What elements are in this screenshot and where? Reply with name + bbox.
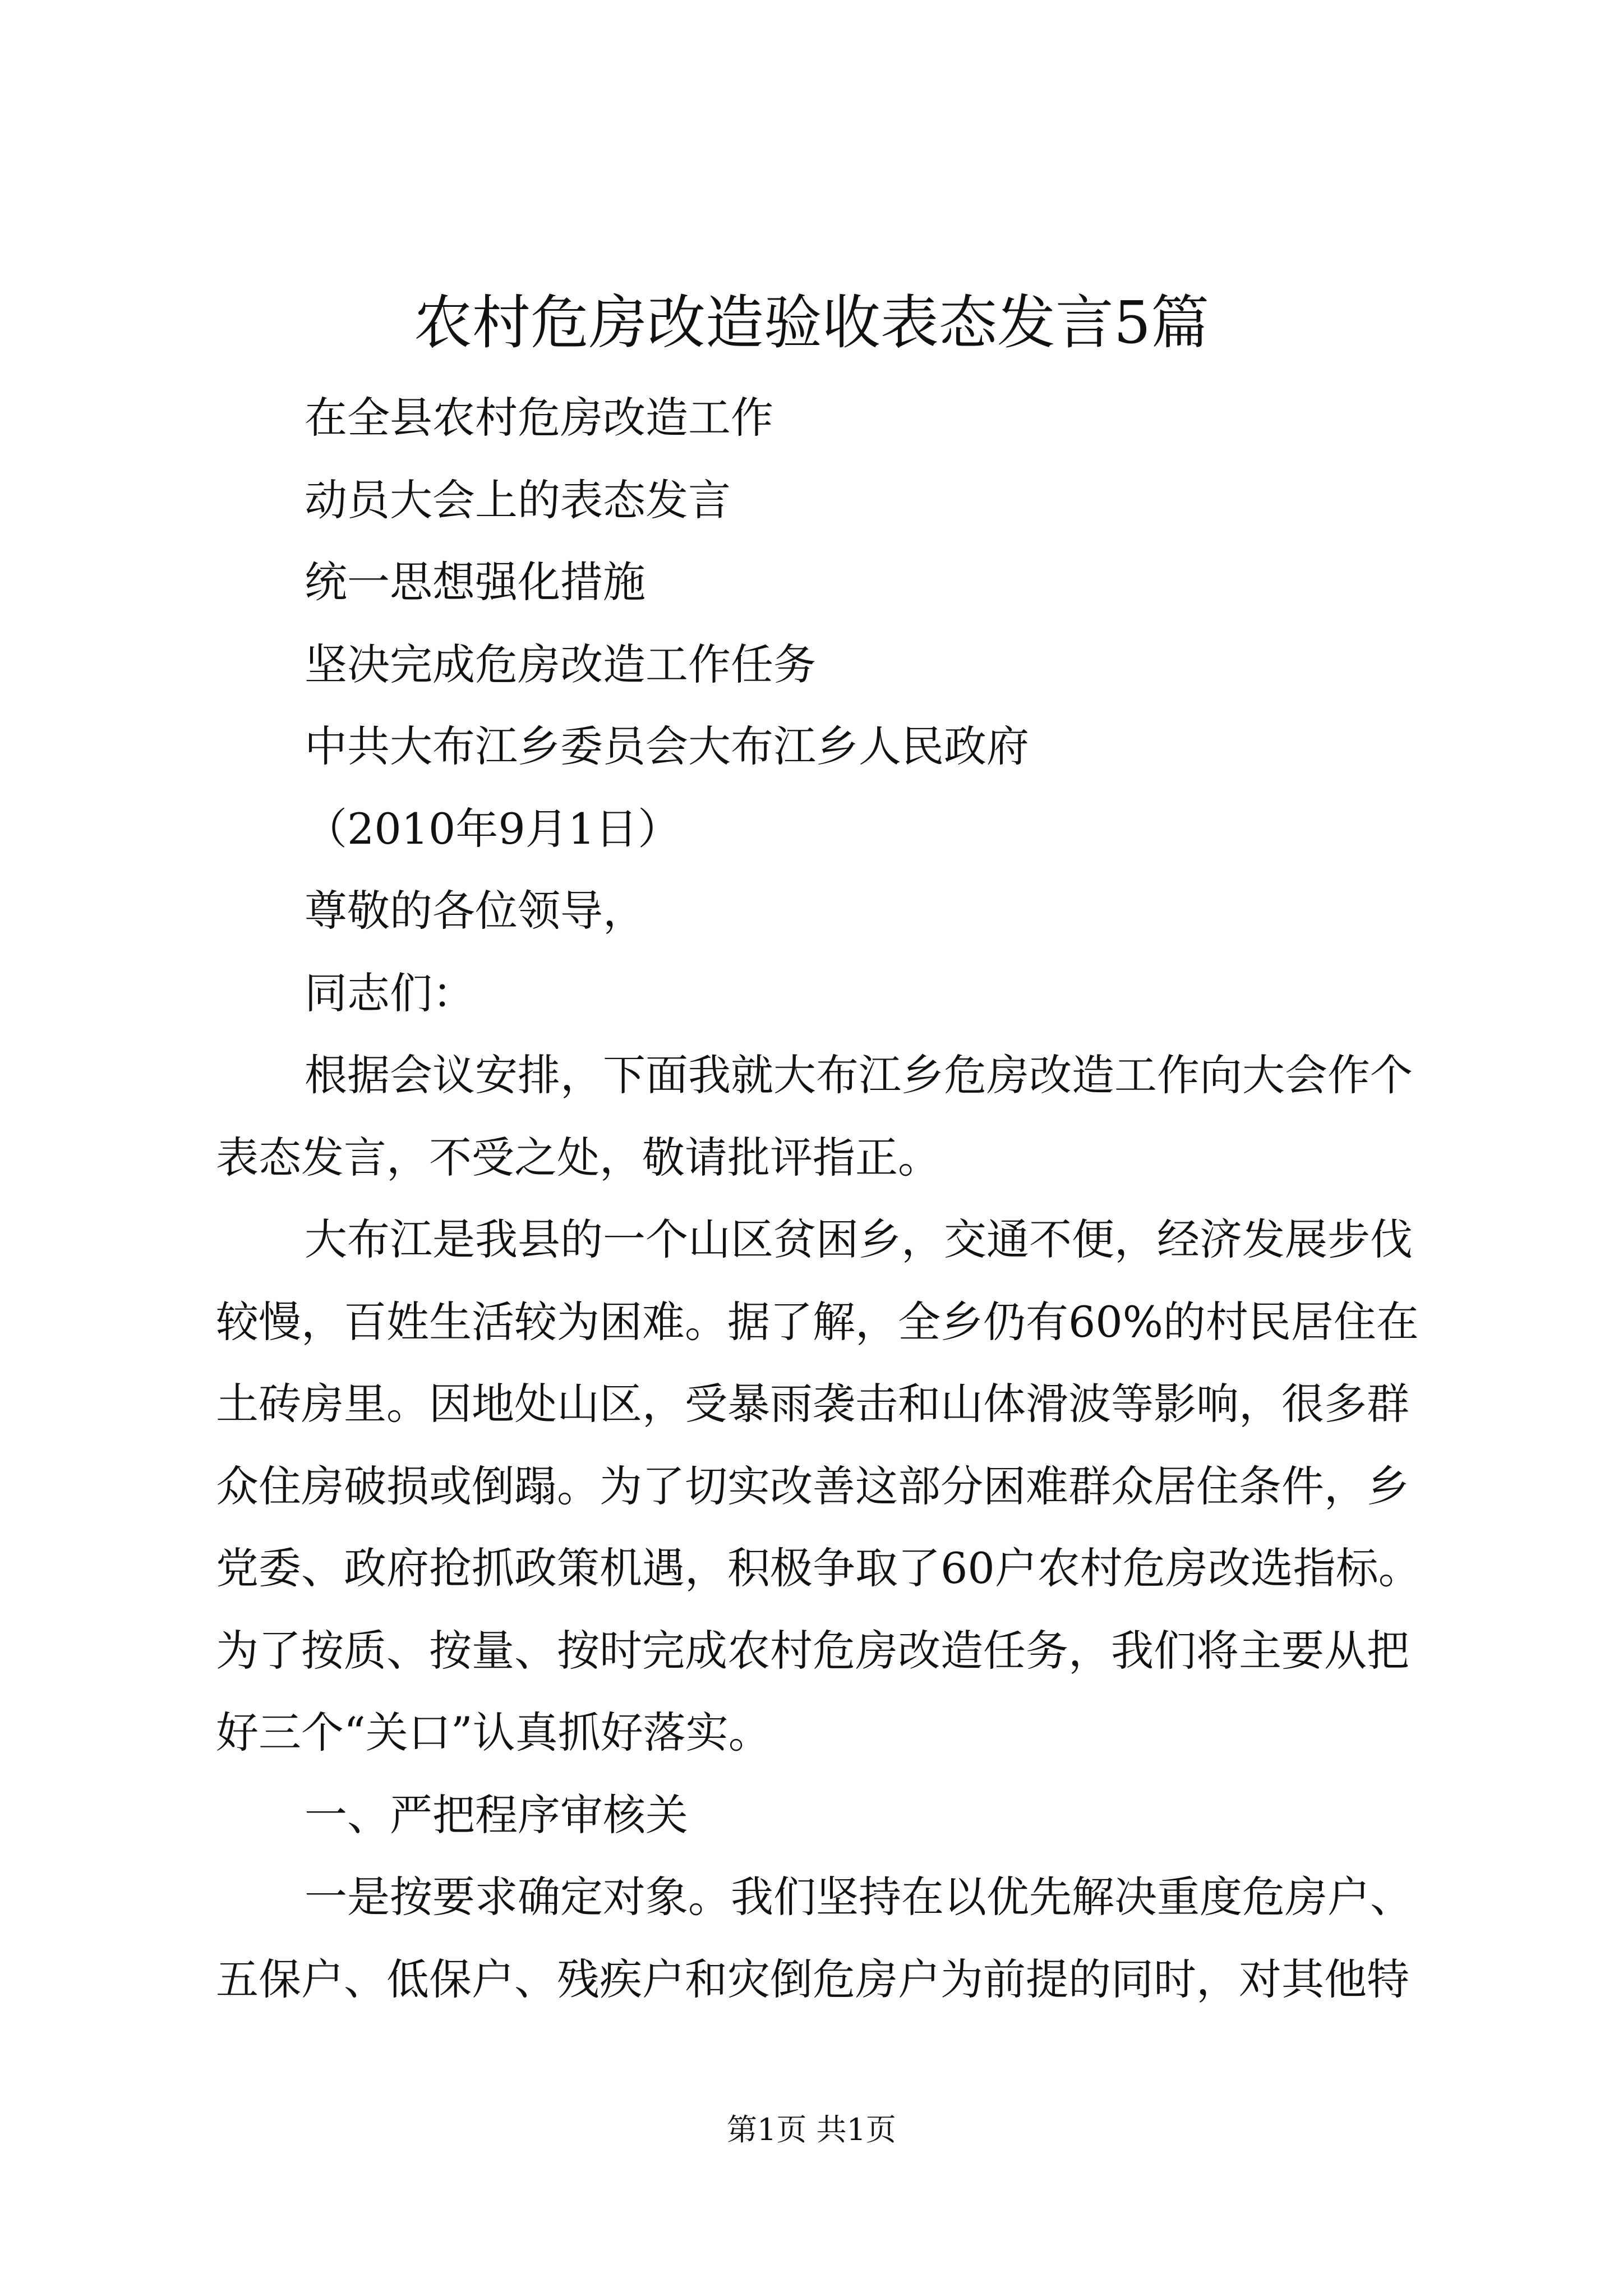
body-line: 土砖房里。因地处山区，受暴雨袭击和山体滑波等影响，很多群 — [216, 1379, 1409, 1429]
body-line: 中共大布江乡委员会大布江乡人民政府 — [305, 721, 1029, 771]
body-line: 统一思想强化措施 — [305, 557, 645, 607]
body-line: 表态发言，不受之处，敬请批评指正。 — [216, 1132, 940, 1182]
body-line: 在全县农村危房改造工作 — [305, 393, 773, 443]
body-line: 同志们： — [305, 968, 475, 1018]
body-line: 为了按质、按量、按时完成农村危房改造任务，我们将主要从把 — [216, 1625, 1409, 1676]
body-line: 一是按要求确定对象。我们坚持在以优先解决重度危房户、 — [305, 1872, 1413, 1922]
body-line: 党委、政府抢抓政策机遇，积极争取了60户农村危房改选指标。 — [216, 1543, 1421, 1593]
body-line: 坚决完成危房改造工作任务 — [305, 639, 816, 689]
body-line: 一、严把程序审核关 — [305, 1789, 688, 1840]
document-body — [216, 377, 1422, 2021]
body-line: 较慢，百姓生活较为困难。据了解，全乡仍有60%的村民居住在 — [216, 1296, 1419, 1347]
body-line: 五保户、低保户、残疾户和灾倒危房户为前提的同时，对其他特 — [216, 1954, 1409, 2004]
body-line: 动员大会上的表态发言 — [305, 475, 731, 525]
body-line: 好三个“关口”认真抓好落实。 — [216, 1708, 771, 1757]
body-line: 尊敬的各位领导， — [305, 886, 645, 936]
body-line: 众住房破损或倒蹋。为了切实改善这部分困难群众居住条件，乡 — [216, 1461, 1409, 1511]
page-footer: 第1页 共1页 — [727, 2112, 896, 2147]
body-line: 大布江是我县的一个山区贫困乡，交通不便，经济发展步伐 — [305, 1214, 1413, 1264]
body-line: （2010年9月1日） — [305, 803, 681, 854]
body-line: 根据会议安排，下面我就大布江乡危房改造工作向大会作个 — [305, 1050, 1413, 1100]
document-title: 农村危房改造验收表态发言5篇 — [413, 288, 1210, 357]
